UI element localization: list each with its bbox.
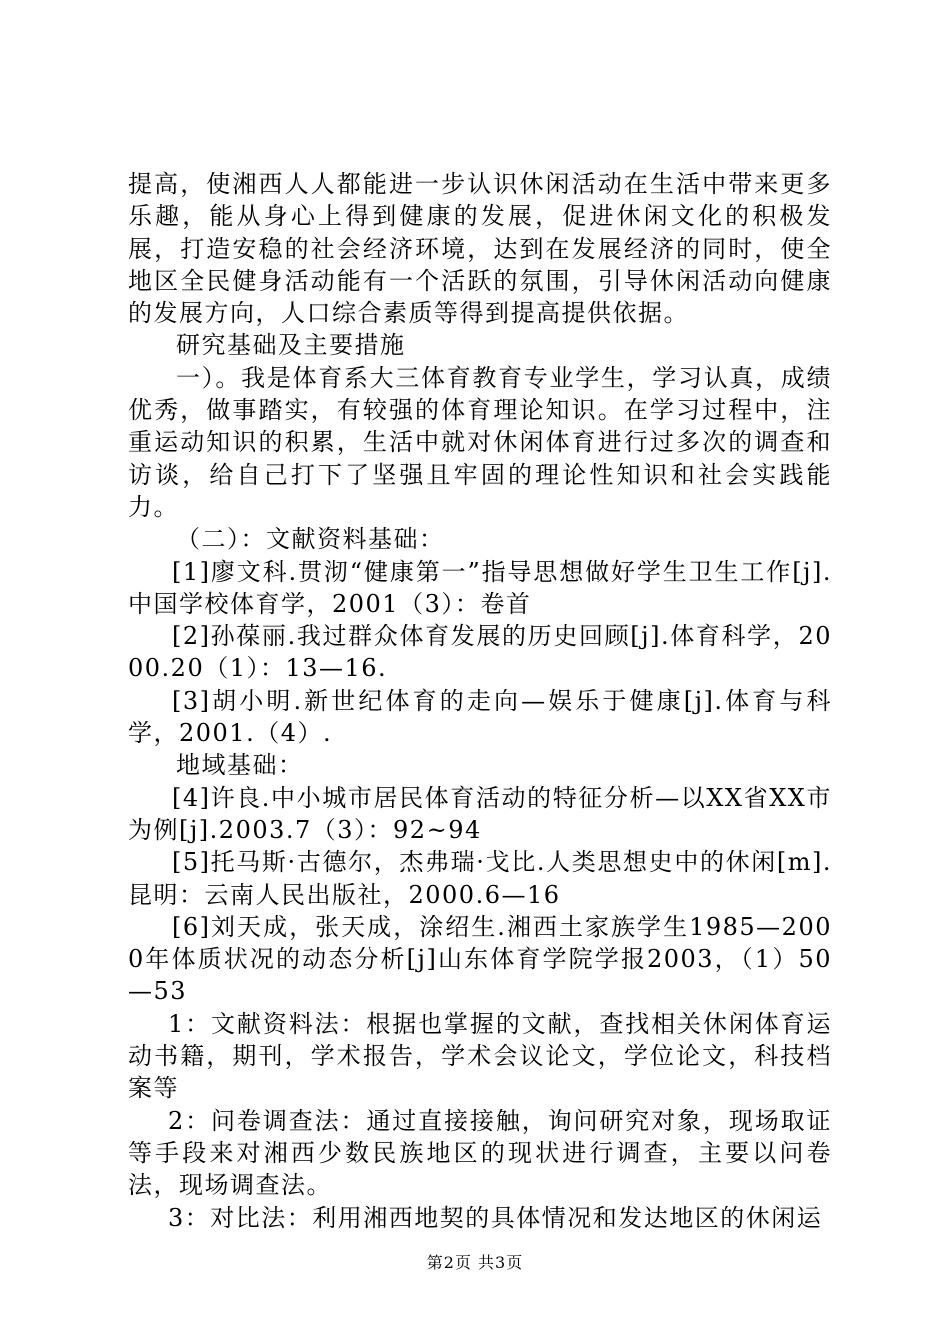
- paragraph-student-basis: 一）。我是体育系大三体育教育专业学生，学习认真，成绩优秀，做事踏实，有较强的体育理论知识。在学习过程中，注重运动知识的积累，生活中就对休闲体育进行过多次的调查和访谈，给自己打下了坚强且牢固的理论性知识和社会实践能力。: [128, 363, 832, 521]
- paragraph-intro-continuation: 提高，使湘西人人都能进一步认识休闲活动在生活中带来更多乐趣，能从身心上得到健康的发展，促进休闲文化的积极发展，打造安稳的社会经济环境，达到在发展经济的同时，使全地区全民健身活动能有一个活跃的氛围，引导休闲活动向健康的发展方向，人口综合素质等得到提高提供依据。: [128, 170, 832, 328]
- page-footer: [0, 1250, 950, 1273]
- method-questionnaire: 2：问卷调查法：通过直接接触，询问研究对象，现场取证等手段来对湘西少数民族地区的现状进行调查，主要以问卷法，现场调查法。: [128, 1106, 832, 1200]
- section-heading-literature-basis: （二）：文献资料基础：: [176, 525, 445, 554]
- reference-item: [2]孙葆丽.我过群众体育发展的历史回顾[j].体育科学，2000.20（1）：13—16.: [128, 622, 832, 683]
- document-body: [128, 168, 832, 1234]
- reference-item: [1]廖文科.贯沏“健康第一”指导思想做好学生卫生工作[j].中国学校体育学，2001（3）：卷首: [128, 557, 832, 618]
- reference-item: [4]许良.中小城市居民体育活动的特征分析—以XX省XX市为例[j].2003.7（3）：92~94: [128, 783, 832, 844]
- reference-item: [6]刘天成，张天成，涂绍生.湘西土家族学生1985—2000年体质状况的动态分析[j]山东体育学院学报2003，（1）50—53: [128, 912, 832, 1006]
- reference-item: [3]胡小明.新世纪体育的走向—娱乐于健康[j].体育与科学，2001.（4）.: [128, 686, 832, 748]
- section-heading-regional-basis: 地域基础：: [176, 751, 304, 780]
- method-comparison: 3：对比法：利用湘西地契的具体情况和发达地区的休闲运: [168, 1203, 823, 1232]
- page-number: 第2页 共3页: [426, 1253, 524, 1272]
- section-heading-research-basis: 研究基础及主要措施: [176, 331, 406, 360]
- method-literature: 1：文献资料法：根据也掌握的文献，查找相关休闲体育运动书籍，期刊，学术报告，学术会议论文，学位论文，科技档案等: [128, 1009, 832, 1103]
- reference-item: [5]托马斯·古德尔，杰弗瑞·戈比.人类思想史中的休闲[m].昆明：云南人民出版社，2000.6—16: [128, 848, 832, 909]
